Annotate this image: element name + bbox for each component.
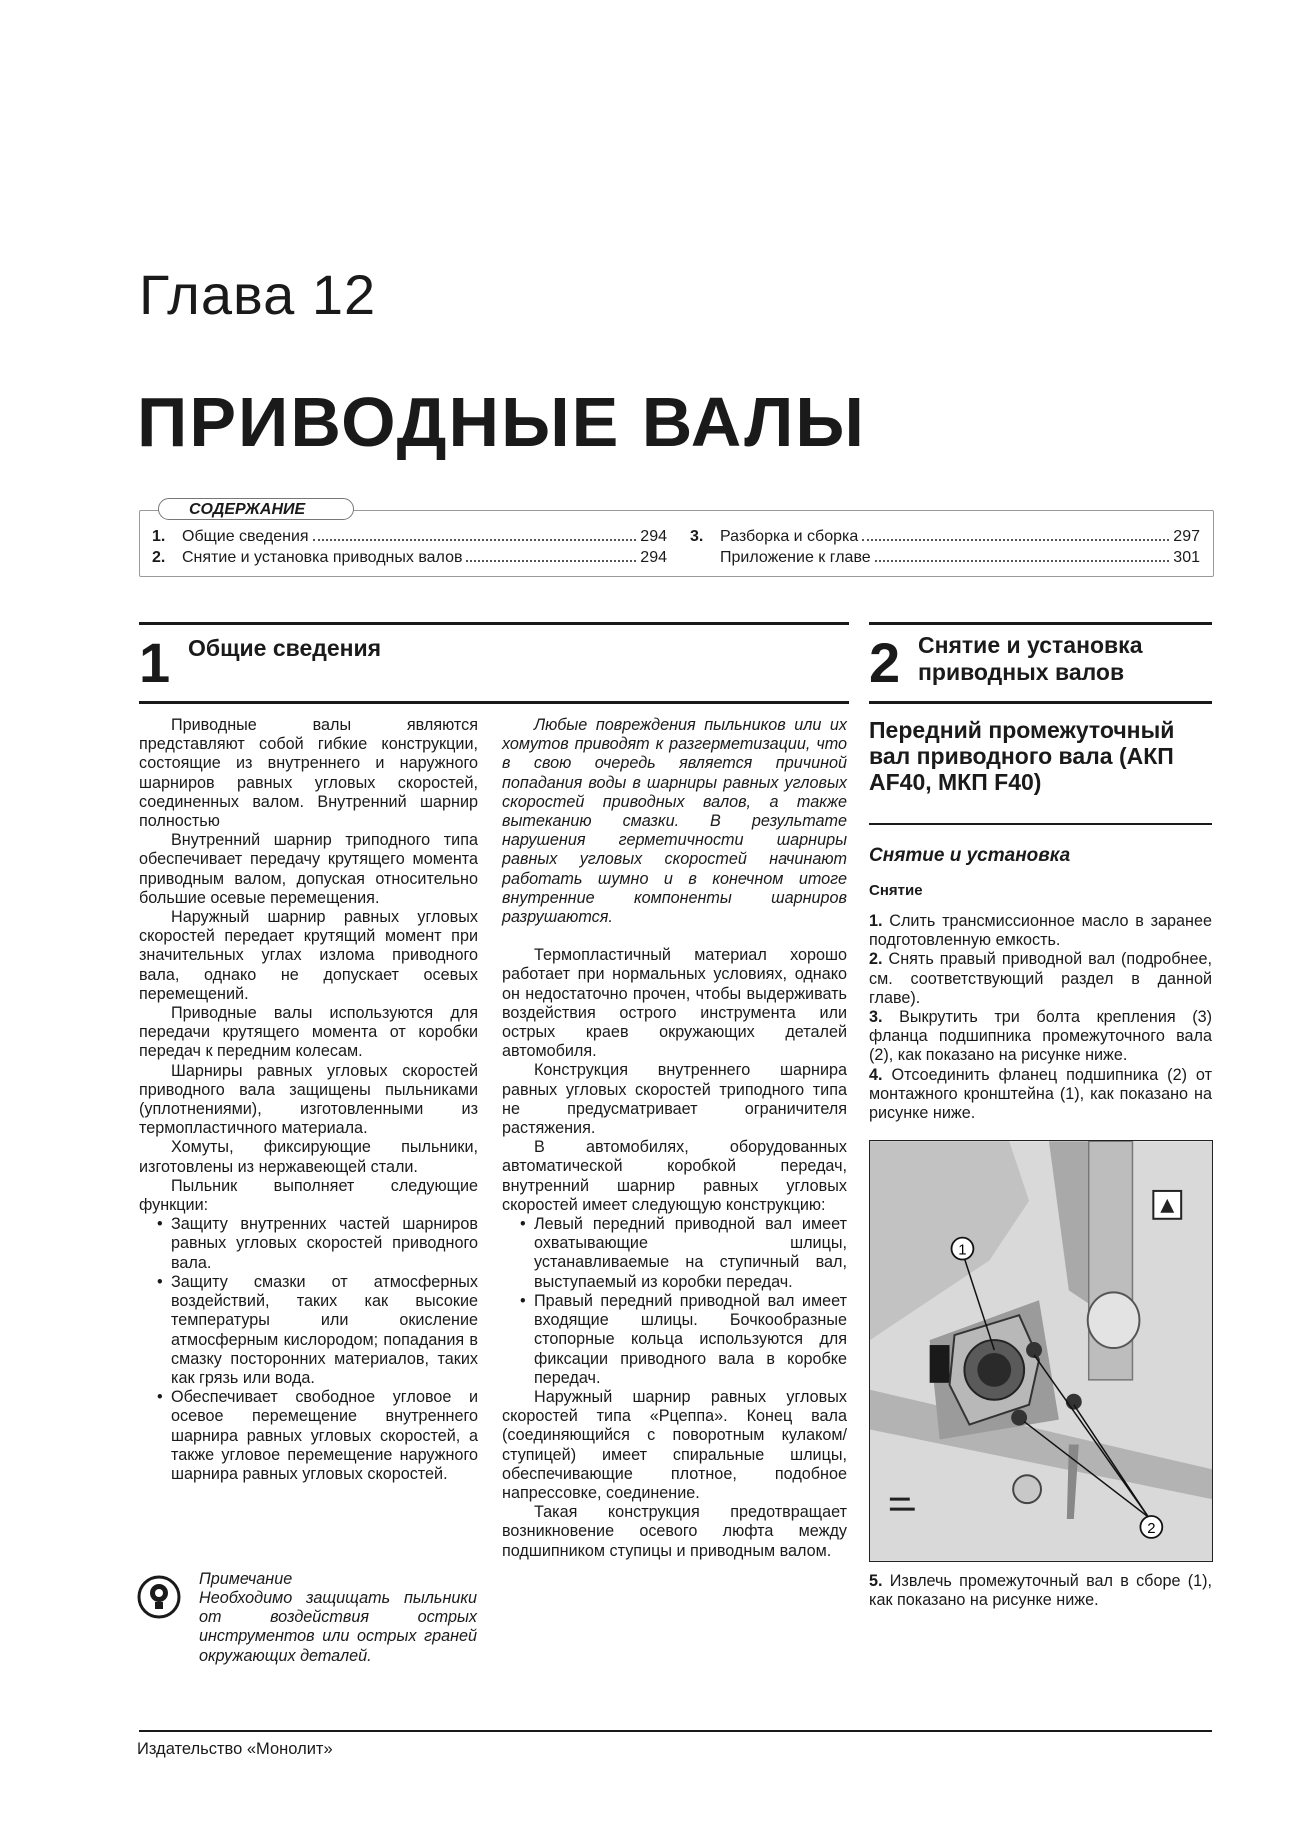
toc-item-text: Снятие и установка приводных валов (182, 549, 463, 566)
subsection-rule (869, 823, 1212, 825)
section-2-number: 2 (869, 631, 901, 694)
chapter-title: ПРИВОДНЫЕ ВАЛЫ (137, 383, 866, 461)
section-1-title: Общие сведения (188, 635, 382, 661)
bullet-item: • Защиту смазки от атмосферных воздействий, таких как высокие температуры или окисление атмосферным кислородом; попадания в смазку посторонних материалов, таких как грязь или вода. (139, 1273, 478, 1388)
paragraph: Конструкция внутреннего шарнира равных угловых скоростей триподного типа не предусматривает ограничителя растяжения. (502, 1061, 847, 1138)
chapter-label: Глава 12 (139, 263, 377, 326)
toc-item-page: 294 (640, 528, 667, 545)
paragraph: В автомобилях, оборудованных автоматической коробкой передач, внутренний шарнир равных угловых скоростей имеет следующую конструкцию: (502, 1138, 847, 1214)
svg-text:2: 2 (1147, 1520, 1156, 1537)
paragraph: Термопластичный материал хорошо работает при нормальных условиях, однако он недостаточно прочен, чтобы выдерживать воздействия острого инструмента или острых краев окружающих деталей автомобиля. (502, 946, 847, 1061)
procedure-heading: Снятие и установка (869, 845, 1071, 866)
paragraph: Внутренний шарнир триподного типа обеспечивает передачу крутящего момента приводным валом, допуская относительно большие осевые перемещения. (139, 831, 478, 907)
paragraph: Наружный шарнир равных угловых скоростей типа «Рцеппа». Конец вала (соединяющийся с поворотным кулаком/ступицей) имеет спиральные шлицы, обеспечивающие плотное, подобное напрессовке, соединение. (502, 1387, 847, 1502)
toc-leader (466, 549, 636, 562)
step: 5. Извлечь промежуточный вал в сборе (1), как показано на рисунке ниже. (869, 1572, 1212, 1610)
note-icon (137, 1575, 181, 1619)
paragraph: Хомуты, фиксирующие пыльники, изготовлены из нержавеющей стали. (139, 1138, 478, 1176)
bullet-item: • Обеспечивает свободное угловое и осевое перемещение внутреннего шарнира равных угловых скоростей, а также угловое перемещение наружного шарнира равных угловых скоростей. (139, 1388, 478, 1484)
toc-leader (875, 549, 1170, 562)
figure-callout (952, 1238, 974, 1260)
toc-item[interactable] (152, 528, 667, 546)
svg-text:1: 1 (958, 1242, 967, 1259)
step: 4. Отсоединить фланец подшипника (2) от монтажного кронштейна (1), как показано на рисунке ниже. (869, 1065, 1212, 1123)
bullet-item: • Правый передний приводной вал имеет входящие шлицы. Бочкообразные стопорные кольца используются для фиксации приводного вала в коробке передач. (502, 1292, 847, 1388)
removal-step-5 (869, 1572, 1212, 1610)
toc-item-page: 301 (1173, 549, 1200, 566)
paragraph: Приводные валы являются представляют собой гибкие конструкции, состоящие из внутреннего и наружного шарниров равных угловых скоростей, соединенных валом. Внутренний шарнир полностью (139, 716, 478, 831)
section-1-number: 1 (139, 631, 171, 694)
toc-item-text: Разборка и сборка (720, 528, 859, 545)
section-rule-bottom (139, 701, 849, 704)
step: 1. Слить трансмиссионное масло в заранее подготовленную емкость. (869, 912, 1212, 950)
bullet-item: • Левый передний приводной вал имеет охватывающие шлицы, устанавливаемые на ступичный вал, выступаемый из коробки передач. (502, 1215, 847, 1292)
section-rule-top (869, 622, 1212, 625)
toc-item-text: Приложение к главе (720, 549, 871, 566)
step: 2. Снять правый приводной вал (подробнее, см. соответствующий раздел в данной главе). (869, 950, 1212, 1007)
toc-item-number: 2. (152, 549, 166, 566)
toc-item-number (690, 549, 720, 567)
note-title: Примечание (199, 1570, 293, 1588)
procedure-subheading: Снятие (869, 882, 923, 899)
toc-item-text: Общие сведения (182, 528, 309, 545)
section-2-title (918, 632, 1143, 686)
column-2 (502, 716, 847, 1561)
footer-rule (139, 1730, 1212, 1732)
toc-item-number: 3. (690, 528, 704, 545)
section-rule-top (139, 622, 849, 625)
note-text: Необходимо защищать пыльники от воздействия острых инструментов или острых граней окружающих деталей. (199, 1589, 477, 1665)
paragraph: Такая конструкция предотвращает возникновение осевого люфта между подшипником ступицы и приводным валом. (502, 1503, 847, 1560)
toc-item-number: 1. (152, 528, 166, 545)
section-2-title-line: Снятие и установка (918, 632, 1143, 658)
toc-item-page: 294 (640, 549, 667, 566)
toc-item[interactable] (690, 549, 1200, 567)
section-rule-bottom (869, 701, 1212, 704)
figure-bearing-flange (869, 1140, 1213, 1562)
paragraph: Пыльник выполняет следующие функции: (139, 1176, 478, 1215)
table-of-contents (139, 501, 1214, 577)
italic-warning: Любые повреждения пыльников или их хомутов приводят к разгерметизации, что в свою очередь является причиной попадания воды в шарниры равных угловых скоростей приводных валов, а также вытеканию смазки. В результате нарушения герметичности шарниры равных угловых скоростей начинают работать шумно и в конечном итоге внутренние компоненты шарниров разрушаются. (502, 716, 847, 927)
toc-leader (862, 528, 1169, 541)
paragraph: Шарниры равных угловых скоростей приводного вала защищены пыльниками (уплотнениями), изготовленными из термопластичного материала. (139, 1061, 478, 1138)
toc-item[interactable] (690, 528, 1200, 546)
figure-callout (1140, 1516, 1162, 1538)
toc-item-page: 297 (1173, 528, 1200, 545)
toc-heading: СОДЕРЖАНИЕ (158, 498, 354, 520)
paragraph: Приводные валы используются для передачи крутящего момента от коробки передач к передним колесам. (139, 1004, 478, 1061)
toc-item[interactable] (152, 549, 667, 567)
step: 3. Выкрутить три болта крепления (3) фланца подшипника промежуточного вала (2), как показано на рисунке ниже. (869, 1008, 1212, 1065)
bullet-item: • Защиту внутренних частей шарниров равных угловых скоростей приводного вала. (139, 1215, 478, 1273)
section-2-title-line: приводных валов (918, 659, 1125, 685)
removal-steps (869, 912, 1212, 1123)
paragraph: Наружный шарнир равных угловых скоростей передает крутящий момент при значительных углах излома приводного вала, однако не допускает осевых перемещений. (139, 908, 478, 1003)
subsection-heading: Передний промежуточный вал приводного вала (АКП AF40, МКП F40) (869, 717, 1175, 795)
column-1 (139, 716, 478, 1484)
footer-publisher: Издательство «Монолит» (137, 1740, 333, 1758)
toc-leader (313, 528, 637, 541)
